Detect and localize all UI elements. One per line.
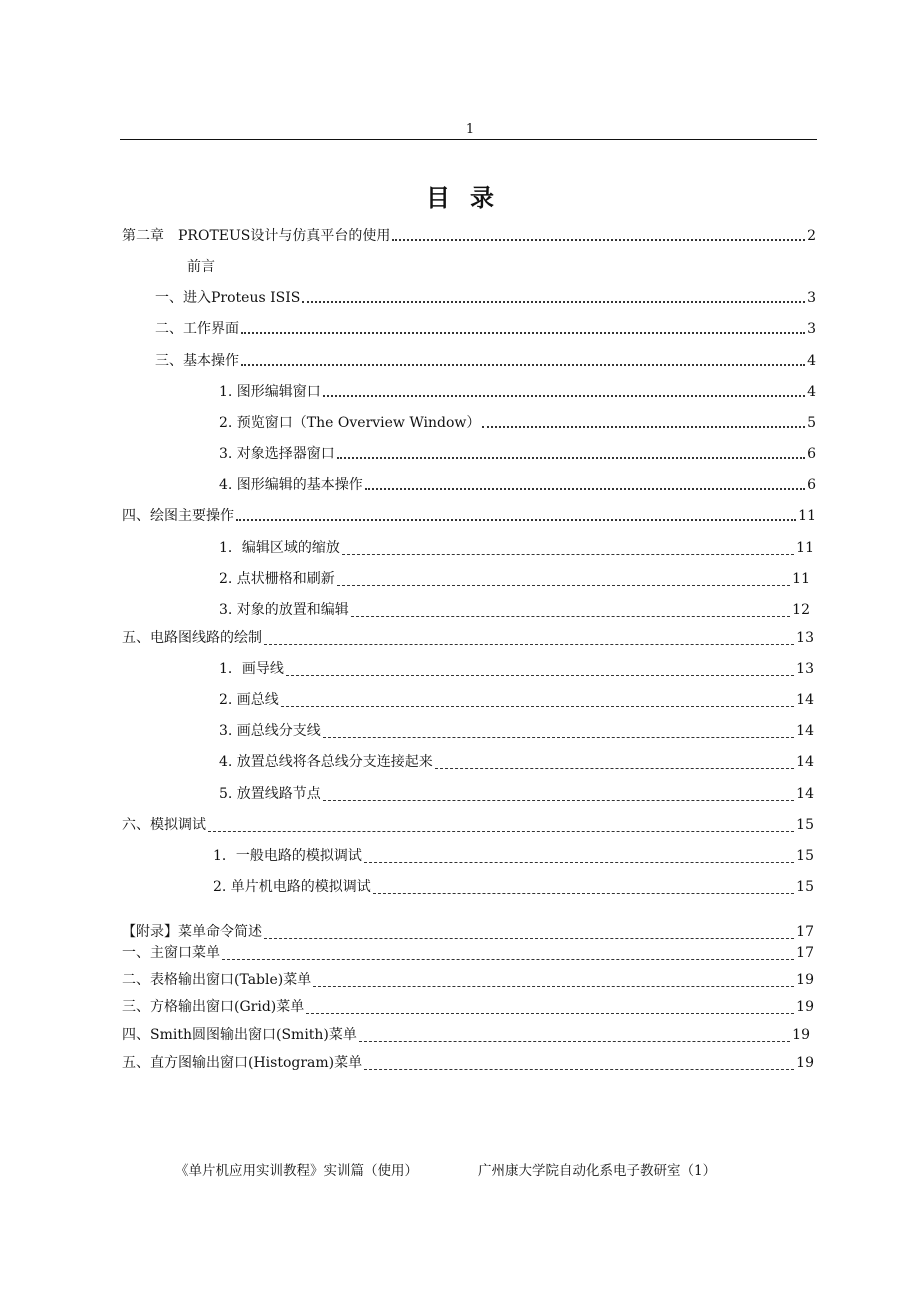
toc-entry[interactable] bbox=[122, 816, 814, 834]
toc-entry-label: 一、主窗口菜单 bbox=[122, 945, 220, 961]
toc-entry[interactable] bbox=[187, 258, 816, 276]
footer-book-title: 《单片机应用实训教程》实训篇（使用） bbox=[175, 1163, 418, 1179]
toc-entry[interactable] bbox=[155, 352, 816, 370]
toc-entry-label: 3. 画总线分支线 bbox=[219, 723, 321, 739]
toc-leader bbox=[323, 737, 794, 738]
toc-entry-page: 11 bbox=[792, 571, 810, 587]
toc-leader bbox=[373, 893, 794, 894]
toc-entry-page: 15 bbox=[796, 817, 814, 833]
toc-entry-label: 1．一般电路的模拟调试 bbox=[213, 848, 362, 864]
toc-leader bbox=[337, 585, 790, 586]
toc-entry-label: 3. 对象选择器窗口 bbox=[219, 446, 335, 462]
toc-entry-label: 4. 放置总线将各总线分支连接起来 bbox=[219, 754, 433, 770]
header-page-number: 1 bbox=[465, 122, 475, 137]
toc-entry[interactable] bbox=[122, 629, 814, 647]
toc-entry-page: 19 bbox=[796, 972, 814, 988]
toc-entry-page: 11 bbox=[796, 540, 814, 556]
toc-leader bbox=[364, 862, 794, 863]
toc-entry-page: 3 bbox=[807, 321, 816, 337]
toc-entry-label: 四、Smith圆图输出窗口(Smith)菜单 bbox=[122, 1027, 357, 1043]
toc-leader bbox=[323, 395, 805, 397]
toc-entry-page: 19 bbox=[796, 1055, 814, 1071]
toc-leader bbox=[264, 938, 794, 939]
toc-entry-label: 1．画导线 bbox=[219, 661, 284, 677]
toc-leader bbox=[241, 364, 805, 366]
toc-entry-label: 2. 单片机电路的模拟调试 bbox=[213, 879, 371, 895]
toc-leader bbox=[364, 1069, 794, 1070]
toc-entry-page: 17 bbox=[796, 945, 814, 961]
toc-entry-label: 1. 图形编辑窗口 bbox=[219, 384, 321, 400]
toc-entry-page: 14 bbox=[796, 723, 814, 739]
toc-entry-page: 11 bbox=[798, 508, 816, 524]
toc-leader bbox=[435, 768, 794, 769]
page-title: 目录 bbox=[426, 183, 514, 212]
toc-entry-label: 一、进入Proteus ISIS bbox=[155, 290, 301, 306]
toc-leader bbox=[313, 986, 794, 987]
toc-leader bbox=[236, 519, 796, 521]
toc-entry-page: 13 bbox=[796, 661, 814, 677]
toc-leader bbox=[306, 1013, 794, 1014]
toc-entry-page: 19 bbox=[796, 999, 814, 1015]
toc-entry-page: 4 bbox=[807, 353, 816, 369]
toc-leader bbox=[359, 1041, 790, 1042]
toc-entry-label: 4. 图形编辑的基本操作 bbox=[219, 477, 363, 493]
toc-entry-page: 17 bbox=[796, 924, 814, 940]
toc-entry-label: 前言 bbox=[187, 259, 215, 275]
toc-leader bbox=[342, 554, 794, 555]
toc-entry[interactable] bbox=[122, 998, 814, 1016]
toc-leader bbox=[286, 675, 794, 676]
toc-entry[interactable] bbox=[219, 383, 816, 401]
toc-leader bbox=[264, 644, 794, 645]
toc-entry-label: 1．编辑区域的缩放 bbox=[219, 540, 340, 556]
toc-entry-label: 四、绘图主要操作 bbox=[122, 508, 234, 524]
toc-entry-page: 4 bbox=[807, 384, 816, 400]
toc-leader bbox=[337, 457, 805, 459]
toc-leader bbox=[302, 301, 805, 303]
toc-entry[interactable] bbox=[155, 289, 816, 307]
toc-entry[interactable] bbox=[122, 1026, 810, 1044]
toc-entry-page: 15 bbox=[796, 848, 814, 864]
toc-leader bbox=[323, 800, 794, 801]
toc-entry-label: 3. 对象的放置和编辑 bbox=[219, 602, 349, 618]
toc-entry-label: 三、方格输出窗口(Grid)菜单 bbox=[122, 999, 305, 1015]
toc-entry-label: 第二章 PROTEUS设计与仿真平台的使用 bbox=[122, 228, 391, 244]
toc-entry-page: 14 bbox=[796, 692, 814, 708]
toc-entry[interactable] bbox=[122, 923, 814, 941]
toc-entry-label: 五、电路图线路的绘制 bbox=[122, 630, 262, 646]
toc-leader bbox=[392, 239, 805, 241]
toc-entry-page: 15 bbox=[796, 879, 814, 895]
toc-entry[interactable] bbox=[219, 570, 810, 588]
toc-entry[interactable] bbox=[219, 539, 814, 557]
toc-entry[interactable] bbox=[219, 722, 814, 740]
toc-entry[interactable] bbox=[122, 944, 814, 962]
toc-entry-page: 12 bbox=[792, 602, 810, 618]
toc-entry-label: 【附录】菜单命令简述 bbox=[122, 924, 262, 940]
toc-entry[interactable] bbox=[219, 601, 810, 619]
toc-leader bbox=[281, 706, 794, 707]
toc-entry-page: 5 bbox=[807, 415, 816, 431]
toc-entry-label: 5. 放置线路节点 bbox=[219, 786, 321, 802]
toc-entry-page: 3 bbox=[807, 290, 816, 306]
toc-entry-label: 二、表格输出窗口(Table)菜单 bbox=[122, 972, 312, 988]
toc-entry-label: 2. 画总线 bbox=[219, 692, 279, 708]
header-rule bbox=[120, 139, 817, 140]
toc-entry[interactable] bbox=[219, 753, 814, 771]
toc-entry[interactable] bbox=[155, 320, 816, 338]
toc-entry-page: 6 bbox=[807, 446, 816, 462]
toc-leader bbox=[208, 831, 794, 832]
toc-entry-page: 13 bbox=[796, 630, 814, 646]
toc-entry-label: 2. 预览窗口（The Overview Window） bbox=[219, 415, 481, 431]
toc-entry-page: 2 bbox=[807, 228, 816, 244]
toc-leader bbox=[222, 959, 794, 960]
toc-leader bbox=[351, 616, 790, 617]
toc-entry-page: 19 bbox=[792, 1027, 810, 1043]
toc-entry[interactable] bbox=[219, 445, 816, 463]
toc-entry[interactable] bbox=[122, 971, 814, 989]
toc-entry[interactable] bbox=[122, 507, 816, 525]
toc-entry-label: 五、直方图输出窗口(Histogram)菜单 bbox=[122, 1055, 363, 1071]
toc-entry-page: 6 bbox=[807, 477, 816, 493]
toc-leader bbox=[482, 426, 805, 428]
toc-entry-label: 六、模拟调试 bbox=[122, 817, 206, 833]
footer-department: 广州康大学院自动化系电子教研室（1） bbox=[478, 1163, 717, 1179]
toc-entry[interactable] bbox=[219, 414, 816, 432]
toc-entry[interactable] bbox=[219, 691, 814, 709]
toc-entry-label: 三、基本操作 bbox=[155, 353, 239, 369]
toc-leader bbox=[365, 488, 805, 490]
toc-leader bbox=[241, 332, 805, 334]
toc-entry-page: 14 bbox=[796, 786, 814, 802]
toc-entry-label: 2. 点状栅格和刷新 bbox=[219, 571, 335, 587]
toc-entry[interactable] bbox=[122, 227, 816, 245]
toc-entry[interactable] bbox=[219, 476, 816, 494]
toc-entry[interactable] bbox=[213, 847, 814, 865]
toc-entry[interactable] bbox=[122, 1054, 814, 1072]
toc-entry[interactable] bbox=[213, 878, 814, 896]
toc-entry[interactable] bbox=[219, 660, 814, 678]
toc-entry-label: 二、工作界面 bbox=[155, 321, 239, 337]
toc-entry[interactable] bbox=[219, 785, 814, 803]
toc-entry-page: 14 bbox=[796, 754, 814, 770]
